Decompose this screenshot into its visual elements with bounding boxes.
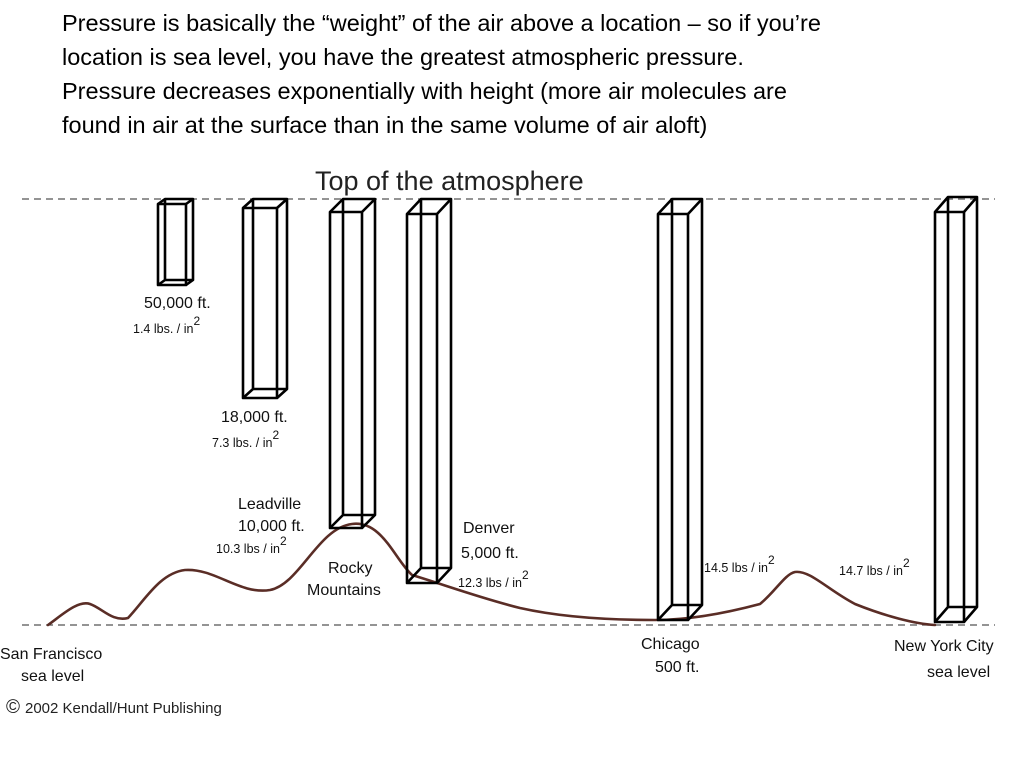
copyright-label: 2002 Kendall/Hunt Publishing: [25, 700, 222, 717]
chicago-altitude-label: 500 ft.: [655, 659, 700, 676]
leadville-place-label: Leadville: [238, 496, 302, 513]
air-column-50000ft: [158, 199, 193, 285]
new-york-place-label: New York City: [894, 638, 994, 655]
new-york-pressure-label: 14.7 lbs / in2: [839, 556, 910, 578]
leadville-pressure-label: 10.3 lbs / in2: [216, 534, 287, 556]
new-york-altitude-label: sea level: [927, 664, 991, 681]
rocky-mountains-label-line1: Rocky: [328, 560, 373, 577]
paragraph-line: found in air at the surface than in the same volume of air aloft): [62, 112, 708, 138]
copyright-symbol: ©: [6, 697, 20, 718]
denver-altitude-label: 5,000 ft.: [461, 545, 519, 562]
air-column-18000ft: [243, 199, 287, 398]
air-column-new-york: [935, 197, 977, 622]
chicago-pressure-label: 14.5 lbs / in2: [704, 553, 775, 575]
air-column-chicago: [658, 199, 702, 620]
denver-place-label: Denver: [463, 520, 515, 537]
leadville-altitude-label: 10,000 ft.: [238, 518, 305, 535]
san-francisco-altitude-label: sea level: [21, 668, 85, 685]
pressure-18000-label: 7.3 lbs. / in2: [212, 428, 280, 450]
air-column-leadville: [330, 199, 375, 528]
altitude-18000-label: 18,000 ft.: [221, 409, 288, 426]
diagram-title: Top of the atmosphere: [315, 166, 584, 196]
denver-pressure-label: 12.3 lbs / in2: [458, 568, 529, 590]
paragraph-line: location is sea level, you have the greatest atmospheric pressure.: [62, 44, 744, 70]
air-column-denver: [407, 199, 451, 583]
rocky-mountains-label-line2: Mountains: [307, 582, 381, 599]
paragraph-line: Pressure is basically the “weight” of the air above a location – so if you’re: [62, 10, 821, 36]
pressure-50000-label: 1.4 lbs. / in2: [133, 314, 201, 336]
paragraph-line: Pressure decreases exponentially with height (more air molecules are: [62, 78, 787, 104]
san-francisco-place-label: San Francisco: [0, 646, 103, 663]
terrain-profile: [48, 524, 935, 625]
altitude-50000-label: 50,000 ft.: [144, 295, 211, 312]
chicago-place-label: Chicago: [641, 636, 700, 653]
